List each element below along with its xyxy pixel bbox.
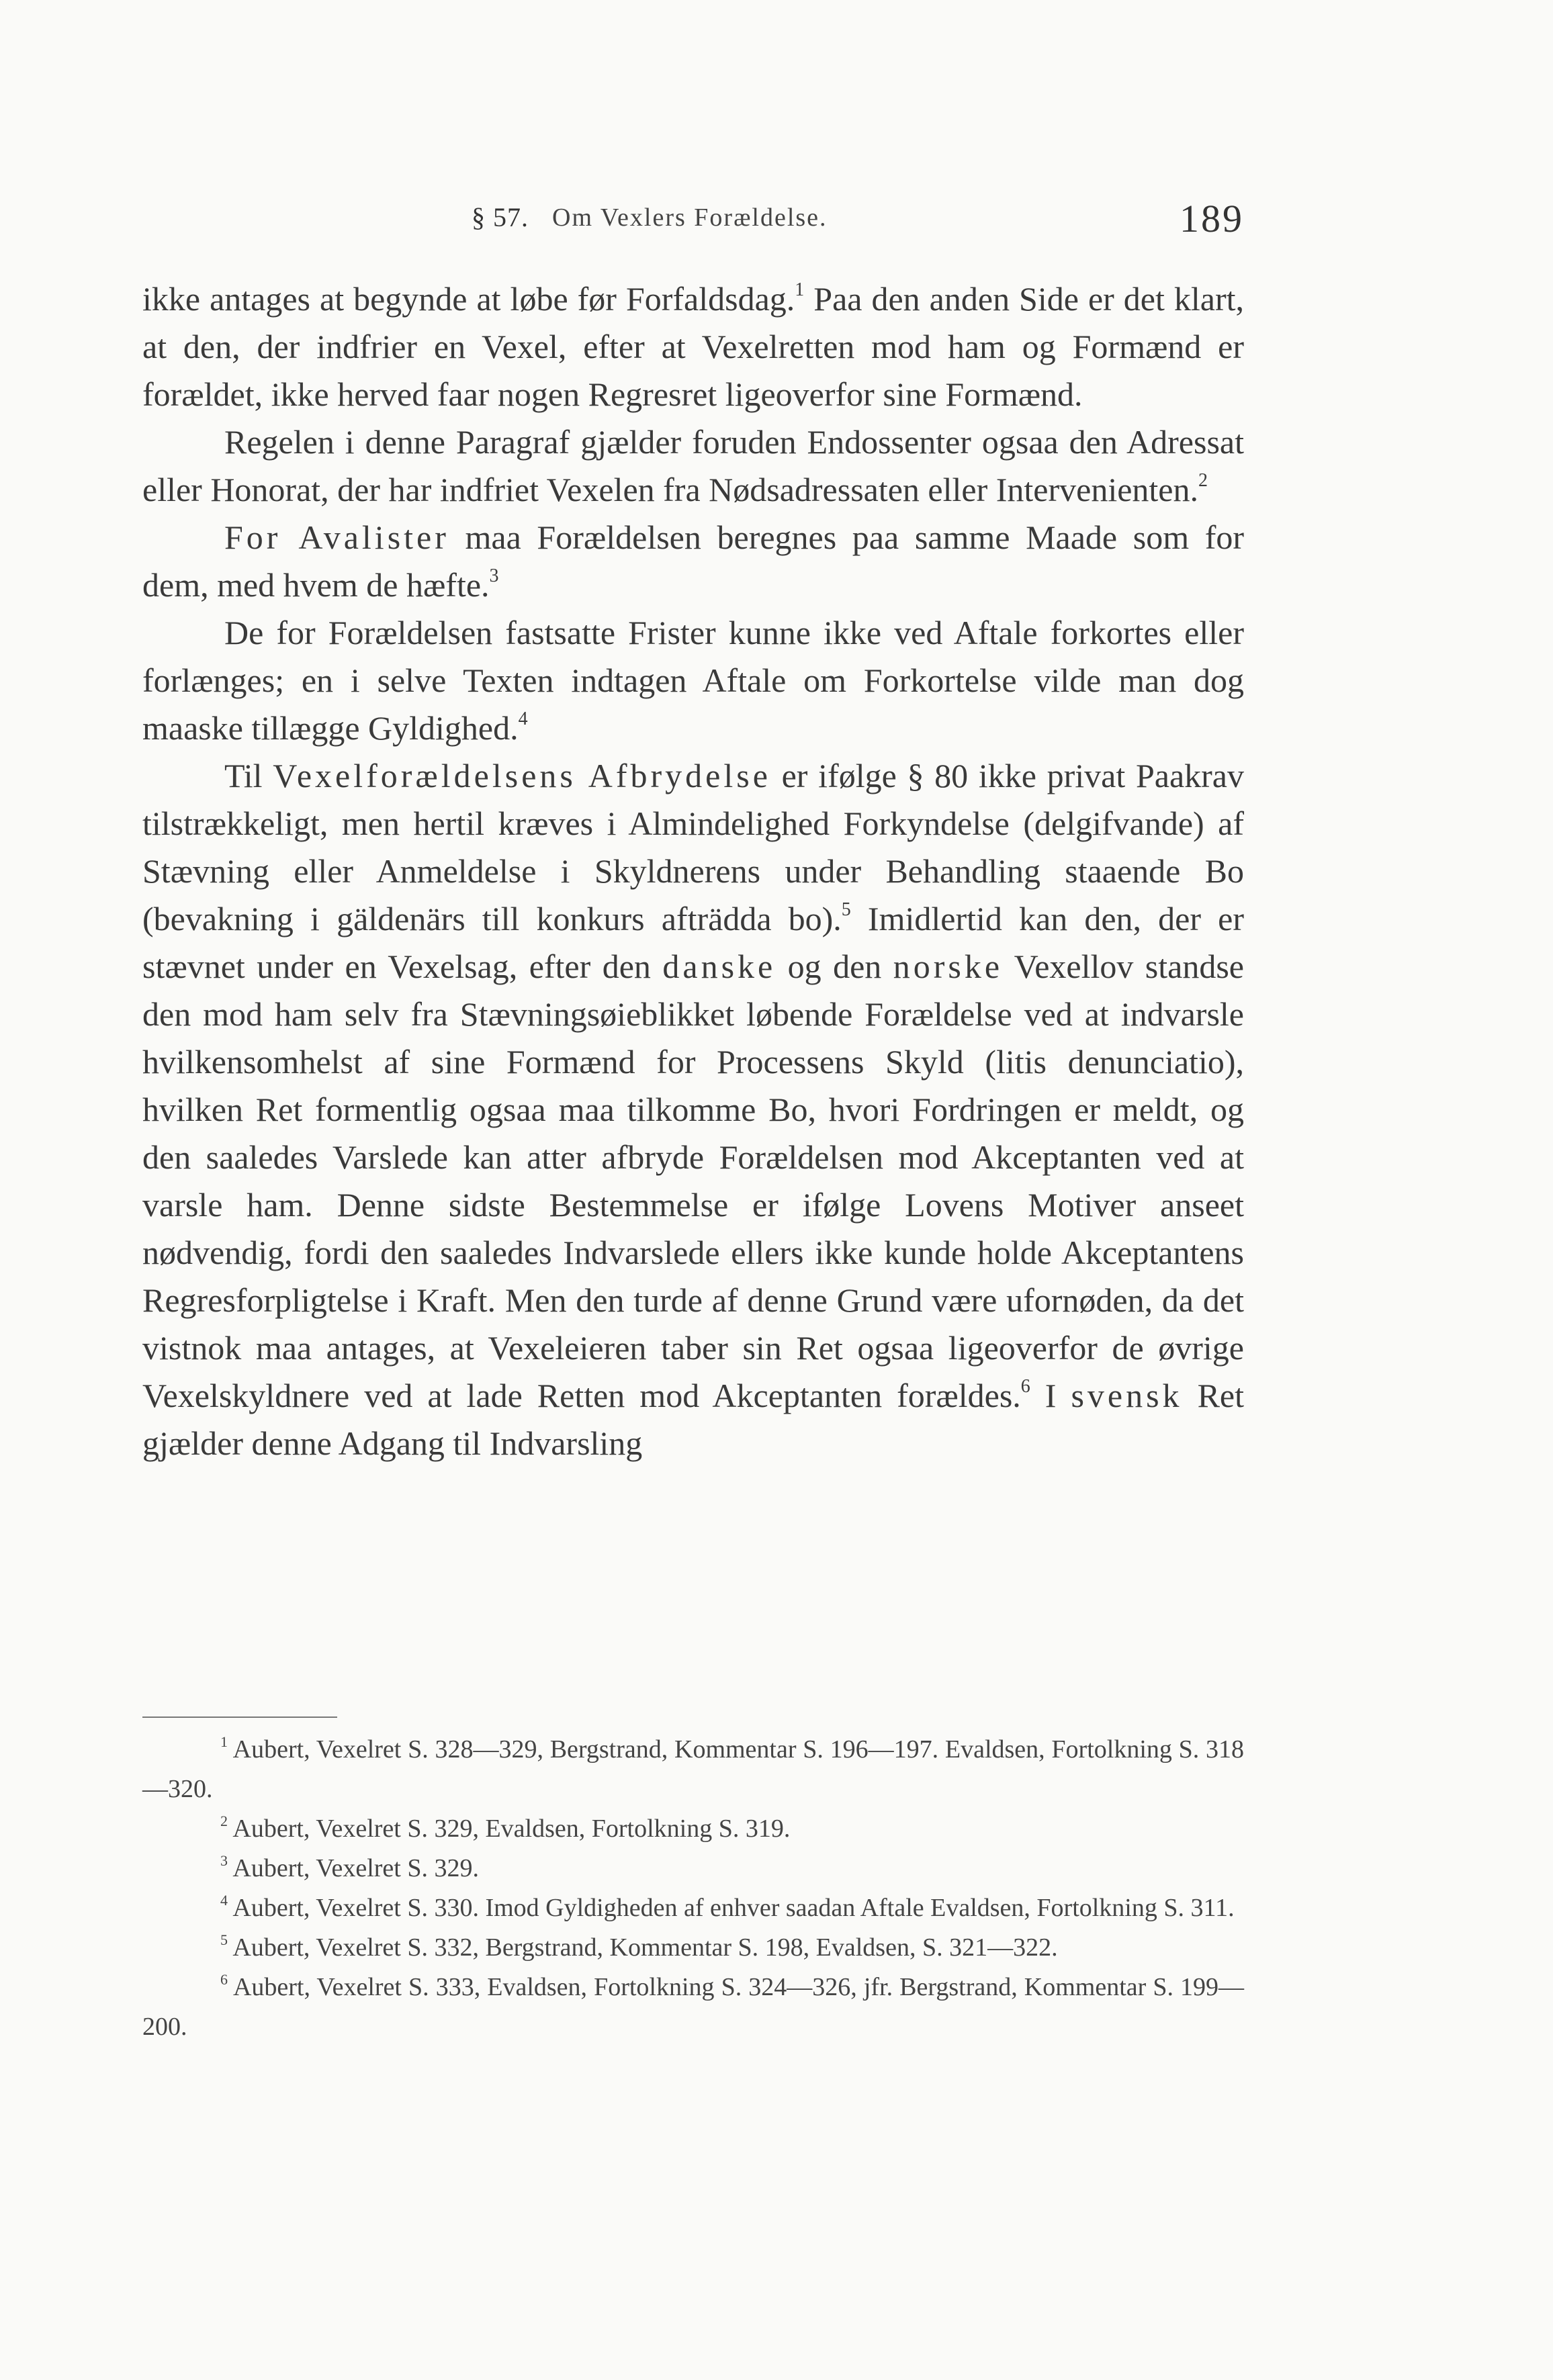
footnote-number: 4 (220, 1892, 228, 1909)
footnote-text: Aubert, Vexelret S. 329, Evaldsen, Fortolkning S. 319. (232, 1815, 791, 1843)
paragraph-text: og den (776, 948, 893, 985)
body-text (142, 275, 1244, 1467)
paragraph-text: I (1030, 1377, 1071, 1414)
paragraph-text: Vexellov standse den mod ham selv fra Stævningsøieblikket løbende Forældelse ved at indvarsle hvilkensomhelst af sine Formænd for Processens Skyld (litis denunciatio), hvilken Ret formentlig ogsaa maa tilkomme Bo, hvori Fordringen er meldt, og den saaledes Varslede kan atter afbryde Forældelsen mod Akceptanten ved at varsle ham. Denne sidste Bestemmelse er ifølge Lovens Motiver anseet nødvendig, fordi den saaledes Indvarslede ellers ikke kunde holde Akceptantens Regresforpligtelse i Kraft. Men den turde af denne Grund være ufornøden, da det vistnok maa antages, at Vexeleieren taber sin Ret ogsaa ligeoverfor de øvrige Vexelskyldnere ved at lade Retten mod Akceptanten forældes. (142, 948, 1244, 1414)
footnote-ref: 1 (795, 279, 805, 300)
footnote-ref: 4 (518, 708, 528, 729)
footnote-text: Aubert, Vexelret S. 332, Bergstrand, Kommentar S. 198, Evaldsen, S. 321—322. (232, 1933, 1058, 1962)
footnote-ref: 2 (1198, 470, 1208, 491)
paragraph-text: Regelen i denne Paragraf gjælder foruden Endossenter ogsaa den Adressat eller Honorat, der har indfriet Vexelen fra Nødsadressaten eller Intervenienten. (142, 423, 1244, 508)
emphasized-text: Vexelforældelsens Afbrydelse (273, 757, 771, 794)
paragraph-text: er ifølge § 80 ikke privat Paakrav tilstrækkeligt, men hertil kræves i Almindelighed Forkyndelse (delgifvande) af Stævning eller Anmeldelse i Skyldnerens under Behandling staaende Bo (bevakning i gäldenärs till konkurs afträdda bo). (142, 757, 1244, 937)
paragraph (142, 514, 1244, 609)
paragraph-text: maa Forældelsen beregnes paa samme Maade som for dem, med hvem de hæfte. (142, 518, 1245, 604)
footnote (142, 1928, 1244, 1968)
footnote-text: Aubert, Vexelret S. 333, Evaldsen, Fortolkning S. 324—326, jfr. Bergstrand, Kommentar S. 199—200. (142, 1973, 1245, 2041)
running-head (142, 193, 1244, 254)
paragraph-text: Ret gjælder denne Adgang til Indvarsling (142, 1377, 1244, 1462)
paragraph (142, 752, 1244, 1467)
running-title: Om Vexlers Forældelse. (552, 203, 828, 232)
paragraph-text: ikke antages at begynde at løbe før Forfaldsdag. (142, 280, 795, 318)
emphasized-text: svensk (1071, 1377, 1183, 1414)
footnote-number: 2 (220, 1813, 228, 1829)
emphasized-text: danske (662, 948, 777, 985)
paragraph-text: Imidlertid kan den, der er stævnet under en Vexelsag, efter den (142, 900, 1244, 985)
footnote-text: Aubert, Vexelret S. 330. Imod Gyldigheden af enhver saadan Aftale Evaldsen, Fortolkning S. 311. (232, 1894, 1235, 1922)
footnote-ref: 3 (489, 565, 499, 586)
emphasized-text: For Avalister (224, 518, 449, 556)
footnote-ref: 6 (1020, 1376, 1030, 1397)
paragraph (142, 418, 1244, 514)
page-number: 189 (1180, 197, 1244, 240)
footnote-number: 3 (220, 1852, 228, 1869)
paragraph (142, 609, 1244, 752)
footnote-text: Aubert, Vexelret S. 329. (232, 1854, 479, 1882)
footnote (142, 1809, 1244, 1849)
footnote-rule (142, 1717, 337, 1718)
paragraph-text: Paa den anden Side er det klart, at den, der indfrier en Vexel, efter at Vexelretten mod ham og Formænd er forældet, ikke herved faar nogen Regresret ligeoverfor sine Formænd. (142, 280, 1245, 413)
footnotes (142, 1730, 1244, 2047)
paragraph-text: Til (224, 757, 273, 794)
section-number: § 57. (472, 202, 529, 232)
footnote-number: 5 (220, 1931, 228, 1948)
emphasized-text: norske (893, 948, 1004, 985)
footnote-number: 6 (220, 1971, 228, 1988)
footnote-text: Aubert, Vexelret S. 328—329, Bergstrand, Kommentar S. 196—197. Evaldsen, Fortolkning S. 318—320. (142, 1735, 1244, 1803)
footnote (142, 1730, 1244, 1809)
footnote-number: 1 (220, 1733, 228, 1750)
footnote (142, 1849, 1244, 1888)
footnote-ref: 5 (841, 899, 851, 920)
footnote (142, 1888, 1244, 1928)
paragraph (142, 275, 1244, 418)
footnote (142, 1968, 1244, 2047)
paragraph-text: De for Forældelsen fastsatte Frister kunne ikke ved Aftale forkortes eller forlænges; en i selve Texten indtagen Aftale om Forkortelse vilde man dog maaske tillægge Gyldighed. (142, 614, 1244, 747)
